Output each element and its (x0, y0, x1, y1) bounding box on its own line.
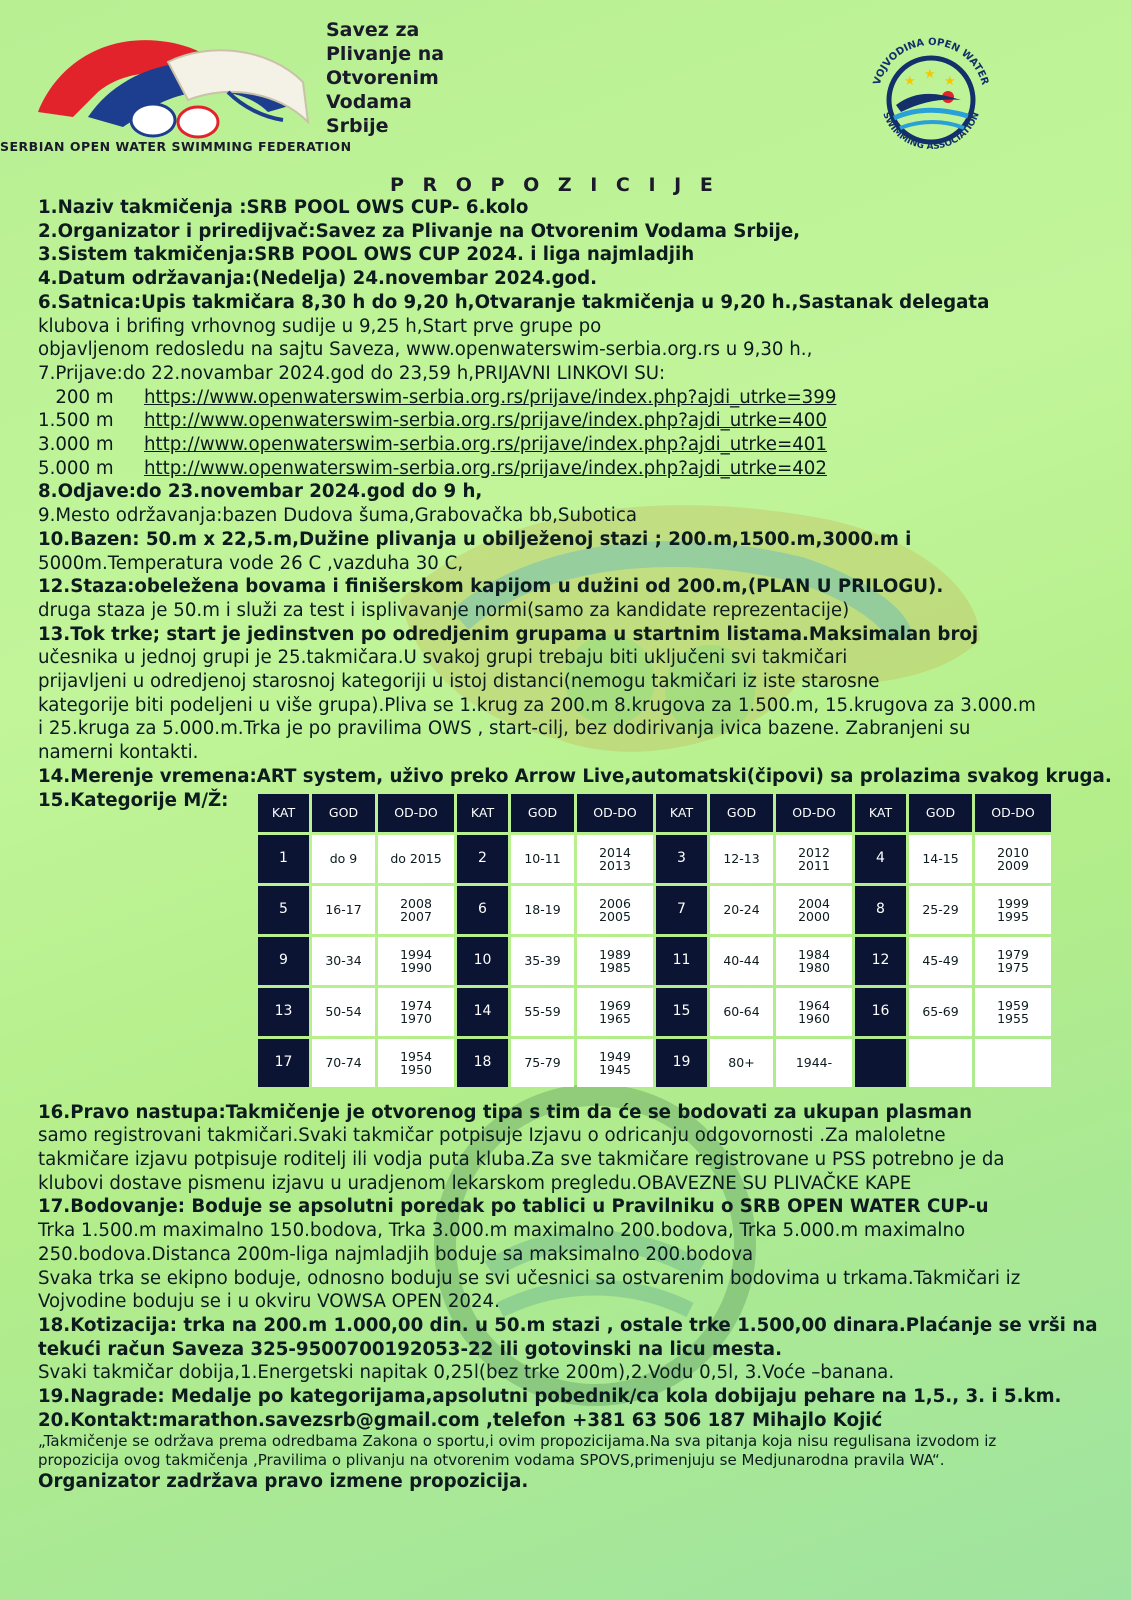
item-14: 14.Merenje vremena:ART system, uživo preko Arrow Live,automatski(čipovi) sa prolazima svakog kruga. (38, 765, 1112, 787)
registration-link[interactable]: http://www.openwaterswim-serbia.org.rs/prijave/index.php?ajdi_utrke=401 (144, 434, 827, 456)
item-6-cont: klubova i brifing vrhovnog sudije u 9,25 h,Start prve grupe po (38, 315, 602, 337)
category-number: 1 (258, 835, 309, 883)
item-6-cont: objavljenom redosledu na sajtu Saveza, www.openwaterswim-serbia.org.rs u 9,30 h., (38, 339, 813, 361)
birth-years: 1969 1965 (577, 988, 653, 1036)
birth-years: 1974 1970 (378, 988, 454, 1036)
category-number: 16 (855, 988, 906, 1036)
table-header-cell: GOD (710, 794, 773, 832)
category-number: 15 (656, 988, 707, 1036)
age-range (909, 1039, 972, 1087)
item-18-cont: Svaki takmičar dobija,1.Energetski napitak 0,25l(bez trke 200m),2.Vodu 0,5l, 3.Voće –banana. (38, 1362, 895, 1384)
table-header-cell: KAT (258, 794, 309, 832)
age-range: 16-17 (312, 886, 375, 934)
birth-years: 2004 2000 (776, 886, 852, 934)
age-range: 65-69 (909, 988, 972, 1036)
category-number: 6 (457, 886, 508, 934)
federation-logo (28, 22, 318, 140)
category-number: 8 (855, 886, 906, 934)
table-header-cell: OD-DO (776, 794, 852, 832)
svg-text:SWIMMING ASSOCIATION: SWIMMING ASSOCIATION (880, 111, 982, 152)
distance-label: 5.000 m (38, 457, 114, 479)
distance-label: 3.000 m (38, 434, 114, 456)
table-header-cell: GOD (511, 794, 574, 832)
birth-years: 2010 2009 (975, 835, 1051, 883)
table-header-cell: OD-DO (975, 794, 1051, 832)
birth-years: 1999 1995 (975, 886, 1051, 934)
birth-years: do 2015 (378, 835, 454, 883)
age-range: 50-54 (312, 988, 375, 1036)
birth-years: 1984 1980 (776, 937, 852, 985)
legal-note: propozicija ovog takmičenja ,Pravilima o plivanju na otvorenim vodama SPOVS,primenjuju se Medjunarodna pravila WA“. (38, 1451, 945, 1470)
item-4: 4.Datum održavanja:(Nedelja) 24.novembar 2024.god. (38, 268, 598, 290)
category-number: 7 (656, 886, 707, 934)
link-row (38, 409, 1128, 433)
category-number: 14 (457, 988, 508, 1036)
birth-years: 1989 1985 (577, 937, 653, 985)
table-header-cell: GOD (909, 794, 972, 832)
federation-name-line: Srbije (326, 115, 389, 137)
item-17-cont: Vojvodine boduju se i u okviru VOWSA OPEN 2024. (38, 1291, 500, 1313)
category-number: 18 (457, 1039, 508, 1087)
federation-name-line: Vodama (326, 91, 412, 113)
table-header-cell: OD-DO (378, 794, 454, 832)
age-range: 40-44 (710, 937, 773, 985)
category-number: 19 (656, 1039, 707, 1087)
category-number: 17 (258, 1039, 309, 1087)
birth-years: 2014 2013 (577, 835, 653, 883)
age-range: do 9 (312, 835, 375, 883)
item-2: 2.Organizator i prirediјvač:Savez za Plivanje na Otvorenim Vodama Srbije, (38, 220, 801, 242)
svg-text:VOJVODINA OPEN WATER: VOJVODINA OPEN WATER (871, 36, 991, 87)
item-16-cont: takmičare izjavu potpisuje roditelj ili vodja puta kluba.Za sve takmičare registrovane u PSS potrebno je da (38, 1148, 1005, 1170)
category-number: 4 (855, 835, 906, 883)
item-17-cont: Svaka trka se ekipno boduje, odnosno boduju se svi učesnici sa ostvarenim bodovima u trkama.Takmičari iz (38, 1267, 1021, 1289)
category-number: 13 (258, 988, 309, 1036)
item-10: 10.Bazen: 50.m x 22,5.m,Dužine plivanja u obilježenoj stazi ; 200.m,1500.m,3000.m i (38, 528, 912, 550)
registration-link[interactable]: http://www.openwaterswim-serbia.org.rs/prijave/index.php?ajdi_utrke=400 (144, 410, 827, 432)
categories-section (38, 789, 1128, 1101)
age-range: 25-29 (909, 886, 972, 934)
federation-name-line: Plivanje na (326, 43, 445, 65)
item-13: 13.Tok trke; start je jedinstven po odredjenim grupama u startnim listama.Maksimalan broj (38, 623, 979, 645)
item-16-cont: klubovi dostave pismenu izjavu u uradjenom lekarskom pregledu.OBAVEZNE SU PLIVAČKE KAPE (38, 1172, 912, 1194)
item-13-cont: i 25.kruga za 5.000.m.Trka je po pravilima OWS , start-cilj, bez dodirivanja ivica bazene. Zabranjeni su (38, 718, 971, 740)
item-13-cont: prijavljeni u odredjenoj starosnoj kategoriji u istoj distanci(nemogu takmičari iz iste starosne (38, 671, 880, 693)
item-8: 8.Odjave:do 23.novembar 2024.god do 9 h, (38, 481, 483, 503)
age-range: 14-15 (909, 835, 972, 883)
age-range: 70-74 (312, 1039, 375, 1087)
age-range: 75-79 (511, 1039, 574, 1087)
table-header-cell: KAT (855, 794, 906, 832)
item-9: 9.Mesto održavanja:bazen Dudova šuma,Grabovačka bb,Subotica (38, 505, 638, 527)
category-number: 5 (258, 886, 309, 934)
item-15: 15.Kategorije M/Ž: (38, 789, 229, 811)
item-12: 12.Staza:obeležena bovama i finišerskom kapijom u dužini od 200.m,(PLAN U PRILOGU). (38, 576, 944, 598)
federation-name (326, 18, 444, 138)
federation-name-line: Otvorenim (326, 67, 439, 89)
item-17: 17.Bodovanje: Boduje se apsolutni poredak po tablici u Pravilniku o SRB OPEN WATER CUP-u (38, 1196, 989, 1218)
item-18-cont: tekući račun Saveza 325-9500700192053-22 ili gotovinski na licu mesta. (38, 1338, 782, 1360)
category-number: 3 (656, 835, 707, 883)
birth-years: 2012 2011 (776, 835, 852, 883)
table-row (258, 835, 1051, 883)
birth-years: 1944- (776, 1039, 852, 1087)
legal-note: „Takmičenje se održava prema odredbama Zakona o sportu,i ovim propozicijama.Na sva pitanja koja nisu regulisana izvodom iz (38, 1432, 997, 1451)
link-row (38, 457, 1128, 481)
item-13-cont: namerni kontakti. (38, 742, 199, 764)
age-range: 12-13 (710, 835, 773, 883)
item-7: 7.Prijave:do 22.novambar 2024.god do 23,59 h,PRIJAVNI LINKOVI SU: (38, 362, 666, 384)
category-number: 12 (855, 937, 906, 985)
categories-table (255, 791, 1054, 1090)
category-number: 2 (457, 835, 508, 883)
birth-years: 1959 1955 (975, 988, 1051, 1036)
birth-years: 1994 1990 (378, 937, 454, 985)
item-13-cont: učesnika u jednoj grupi je 25.takmičara.U svakoj grupi trebaju biti uključeni svi takmičari (38, 647, 848, 669)
svg-text:★: ★ (944, 74, 956, 89)
table-row (258, 886, 1051, 934)
age-range: 60-64 (710, 988, 773, 1036)
birth-years: 2008 2007 (378, 886, 454, 934)
table-header-cell: KAT (457, 794, 508, 832)
age-range: 45-49 (909, 937, 972, 985)
table-header-cell: GOD (312, 794, 375, 832)
federation-name-english: SERBIAN OPEN WATER SWIMMING FEDERATION (0, 139, 352, 154)
birth-years: 1964 1960 (776, 988, 852, 1036)
age-range: 10-11 (511, 835, 574, 883)
age-range: 35-39 (511, 937, 574, 985)
final-note: Organizator zadržava pravo izmene propozicija. (38, 1471, 529, 1493)
registration-link[interactable]: http://www.openwaterswim-serbia.org.rs/prijave/index.php?ajdi_utrke=402 (144, 457, 827, 479)
birth-years: 1979 1975 (975, 937, 1051, 985)
age-range: 80+ (710, 1039, 773, 1087)
distance-label: 1.500 m (38, 410, 114, 432)
item-6: 6.Satnica:Upis takmičara 8,30 h do 9,20 h,Otvaranje takmičenja u 9,20 h.,Sastanak delegata (38, 291, 990, 313)
link-row (38, 433, 1128, 457)
table-row (258, 937, 1051, 985)
svg-text:★: ★ (904, 74, 916, 89)
age-range: 30-34 (312, 937, 375, 985)
item-20: 20.Kontakt:marathon.savezsrb@gmail.com ,telefon +381 63 506 187 Mihajlo Kojić (38, 1409, 883, 1431)
item-3: 3.Sistem takmičenja:SRB POOL OWS CUP 2024. i liga najmladjih (38, 244, 695, 266)
item-17-cont: Trka 1.500.m maximalno 150.bodova, Trka 3.000.m maximalno 200.bodova, Trka 5.000.m maximalno (38, 1220, 966, 1242)
age-range: 20-24 (710, 886, 773, 934)
category-number (855, 1039, 906, 1087)
propositions-body (38, 196, 1128, 1494)
registration-link[interactable]: https://www.openwaterswim-serbia.org.rs/prijave/index.php?ajdi_utrke=399 (144, 386, 837, 408)
federation-name-line: Savez za (326, 19, 420, 41)
link-row (38, 386, 1128, 410)
item-19: 19.Nagrade: Medalje po kategorijama,apsolutni pobednik/ca kola dobijaju pehare na 1,5., 3. i 5.km. (38, 1386, 1062, 1408)
item-10-cont: 5000m.Temperatura vode 26 C ,vazduha 30 C, (38, 552, 464, 574)
svg-text:★: ★ (924, 67, 936, 82)
table-row (258, 988, 1051, 1036)
category-number: 10 (457, 937, 508, 985)
item-13-cont: kategorije biti podeljeni u više grupa).Pliva se 1.krug za 200.m 8.krugova za 1.500.m, 15.krugova za 3.000.m (38, 694, 1036, 716)
birth-years: 1949 1945 (577, 1039, 653, 1087)
table-header-cell: KAT (656, 794, 707, 832)
item-1: 1.Naziv takmičenja :SRB POOL OWS CUP- 6.kolo (38, 197, 529, 218)
birth-years: 2006 2005 (577, 886, 653, 934)
age-range: 55-59 (511, 988, 574, 1036)
item-17-cont: 250.bodova.Distanca 200m-liga najmladjih boduje sa maksimalno 200.bodova (38, 1243, 754, 1265)
item-16-cont: samo registrovani takmičari.Svaki takmičar potpisuje Izjavu o odricanju odgovornosti .Za maloletne (38, 1125, 946, 1147)
table-row (258, 1039, 1051, 1087)
item-18: 18.Kotizacija: trka na 200.m 1.000,00 din. u 50.m stazi , ostale trke 1.500,00 dinara.Plaćanje se vrši na (38, 1314, 1098, 1336)
table-header-cell: OD-DO (577, 794, 653, 832)
vowsa-logo (866, 20, 996, 170)
category-number: 9 (258, 937, 309, 985)
birth-years (975, 1039, 1051, 1087)
category-number: 11 (656, 937, 707, 985)
birth-years: 1954 1950 (378, 1039, 454, 1087)
distance-label: 200 m (38, 386, 114, 408)
item-12-cont: druga staza je 50.m i služi za test i isplivavanje normi(samo za kandidate reprezentacije) (38, 599, 850, 621)
item-16: 16.Pravo nastupa:Takmičenje je otvorenog tipa s tim da će se bodovati za ukupan plasman (38, 1101, 973, 1123)
age-range: 18-19 (511, 886, 574, 934)
page-title: P R O P O Z I C I J E (390, 174, 719, 196)
